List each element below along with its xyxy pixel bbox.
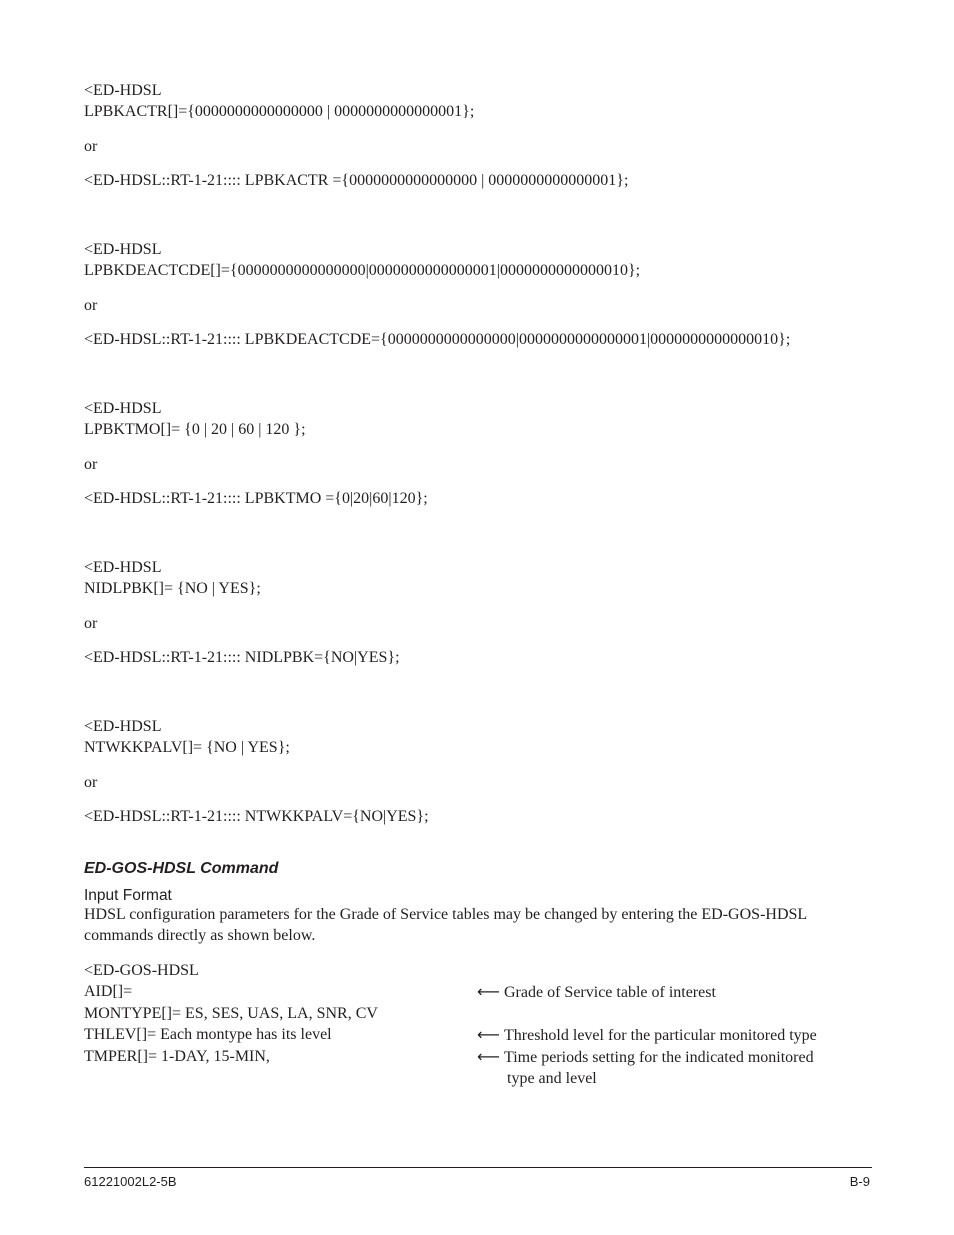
note-text: Time periods setting for the indicated monitored [504,1049,814,1066]
parameter-line: NTWKKPALV[]= {NO | YES}; [84,739,290,756]
parameter-tmper: TMPER[]= 1-DAY, 15-MIN, [84,1048,270,1065]
note-text: Grade of Service table of interest [504,984,716,1001]
note-aid [477,982,716,1003]
intro-text: HDSL configuration parameters for the Grade of Service tables may be changed by entering the ED-GOS-HDSL [84,906,808,923]
left-arrow-icon: ⟵ [477,1025,500,1044]
command-prefix: <ED-GOS-HDSL [84,962,199,979]
parameter-montype: MONTYPE[]= ES, SES, UAS, LA, SNR, CV [84,1005,378,1022]
left-arrow-icon: ⟵ [477,1047,500,1066]
note-text-continued: type and level [507,1070,597,1087]
command-prefix: <ED-HDSL [84,559,162,576]
page-number: B-9 [849,1174,870,1189]
or-text: or [84,615,98,632]
full-command-line: <ED-HDSL::RT-1-21:::: LPBKACTR ={0000000000000000 | 0000000000000001}; [84,172,629,189]
note-thlev [477,1025,817,1046]
or-text: or [84,456,98,473]
command-prefix: <ED-HDSL [84,241,162,258]
command-prefix: <ED-HDSL [84,400,162,417]
full-command-line: <ED-HDSL::RT-1-21:::: NTWKKPALV={NO|YES}; [84,808,429,825]
note-text: Threshold level for the particular monitored type [504,1027,817,1044]
command-prefix: <ED-HDSL [84,718,162,735]
note-tmper [477,1047,814,1068]
footer-divider [84,1167,872,1168]
parameter-line: NIDLPBK[]= {NO | YES}; [84,580,261,597]
section-subtitle: Input Format [84,887,172,904]
parameter-line: LPBKTMO[]= {0 | 20 | 60 | 120 }; [84,421,306,438]
doc-number: 61221002L2-5B [84,1174,177,1189]
full-command-line: <ED-HDSL::RT-1-21:::: LPBKTMO ={0|20|60|120}; [84,490,428,507]
parameter-line: LPBKACTR[]={0000000000000000 | 0000000000000001}; [84,103,475,120]
full-command-line: <ED-HDSL::RT-1-21:::: NIDLPBK={NO|YES}; [84,649,400,666]
intro-text: commands directly as shown below. [84,927,316,944]
parameter-aid: AID[]= [84,983,133,1000]
or-text: or [84,297,98,314]
or-text: or [84,774,98,791]
parameter-line: LPBKDEACTCDE[]={0000000000000000|0000000000000001|0000000000000010}; [84,262,641,279]
parameter-thlev: THLEV[]= Each montype has its level [84,1026,332,1043]
or-text: or [84,138,98,155]
left-arrow-icon: ⟵ [477,982,500,1001]
section-title: ED-GOS-HDSL Command [84,860,279,877]
full-command-line: <ED-HDSL::RT-1-21:::: LPBKDEACTCDE={0000000000000000|0000000000000001|0000000000000010}; [84,331,791,348]
command-prefix: <ED-HDSL [84,82,162,99]
